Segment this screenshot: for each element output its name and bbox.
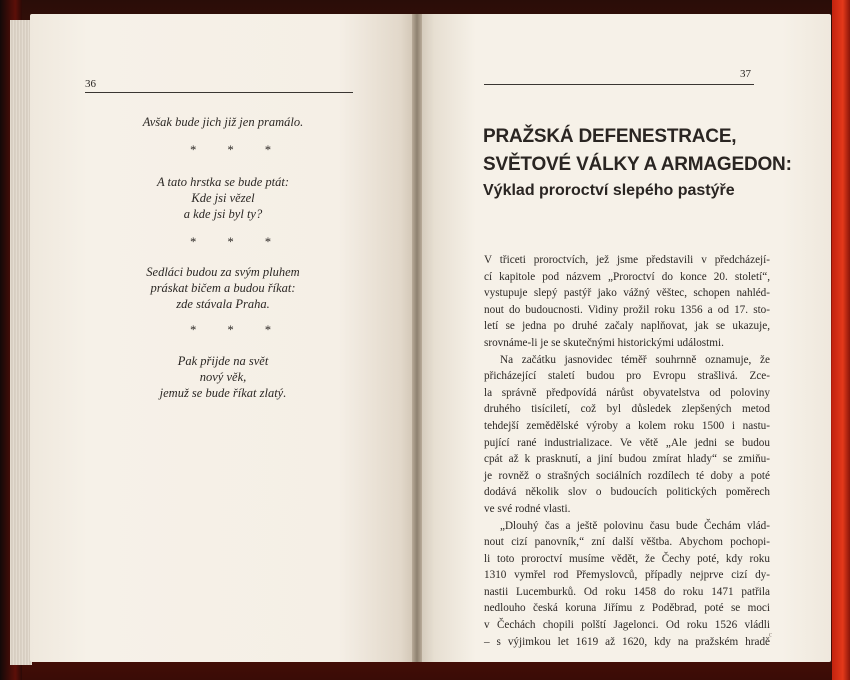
poem-stanza-2 [88,174,358,222]
body-line: je rovněž o strašných sociálních rozdílech té doby a poté [484,469,770,482]
body-line: pující rané industrializace. Ve větě „Ale jedni se budou [484,436,770,449]
poem-line: Pak přijde na svět [177,354,269,368]
left-page-number: 36 [85,78,96,90]
poem-line: nový věk, [199,370,247,384]
poem-line: A tato hrstka se bude ptát: [156,175,290,189]
chapter-title-line: PRAŽSKÁ DEFENESTRACE, [483,126,737,147]
chapter-title [483,123,793,179]
poem-stanza-1 [88,114,358,130]
body-line: ve své rodné vlasti. [484,502,571,515]
body-line: dodává několik slov o budoucích politických poměrech [484,486,770,499]
poem-line: práskat bičem a budou říkat: [150,281,296,295]
body-line: la správně předpovídá nárůst obyvatelstva od poloviny [484,386,770,399]
body-line: cí kapitole pod názvem „Proroctví do konce 20. století“, [484,270,770,283]
body-line: nastii Lucemburků. Od roku 1458 do roku 1471 patřila [484,585,770,598]
body-line: přicházející staletí budou pro Evropu strašlivá. Zce- [484,370,770,383]
body-line: cpát až k prasknutí, a jiní budou zmírat hlady“ se zmiňu- [484,453,770,466]
poem-stanza-4 [88,353,358,401]
body-line: nout do budoucnosti. Vidiny prožil roku 1356 a od 17. sto- [484,303,770,316]
chapter-title-line: SVĚTOVÉ VÁLKY A ARMAGEDON: [483,154,792,175]
stanza-separator: * * * [189,323,285,337]
body-line: v Čechách chopili polští Jagelonci. Od roku 1526 vládli [484,619,770,632]
body-line: srovnáme-li je se skutečnými historickými událostmi. [484,336,724,349]
stanza-separator: * * * [189,235,285,249]
page-block-edges [10,20,32,665]
left-page [30,14,416,662]
poem-line: Kde jsi vězel [191,191,255,205]
body-line: – s výjimkou let 1619 až 1620, kdy na pražském hradě [484,635,770,648]
chapter-body-text [484,252,770,650]
book-gutter [412,14,422,662]
body-line: letí se jedna po druhé začaly naplňovat, jak se ukazuje, [484,320,770,333]
poem-line: a kde jsi byl ty? [183,207,263,221]
cover-right-edge [832,0,850,680]
right-running-head-rule [484,84,754,85]
body-line: li toto proroctví musíme vědět, že Čechy poté, kdy roku [484,552,770,565]
body-line: V třiceti proroctvích, jež jsme představili v předcházejí- [484,254,770,266]
stanza-separator: * * * [189,143,285,157]
poem-line: Sedláci budou za svým pluhem [146,265,300,279]
right-page-number: 37 [740,68,751,80]
body-line: vystupuje slepý pastýř jako vážný věštec, schopen nahléd- [484,287,770,300]
body-line: „Dlouhý čas a ještě polovinu času bude Čechám vlád- [500,519,770,532]
body-line: 1310 vymřel rod Přemyslovců, případly nejprve cizí dy- [484,569,770,582]
left-running-head-rule [85,92,353,93]
body-line: tehdejší zemědělské výroby a kolem roku 1500 i nastu- [484,419,770,432]
poem-line: jemuž se bude říkat zlatý. [159,386,287,400]
page-smudge-mark: ᶜ [768,629,772,643]
poem-line: zde stávala Praha. [176,297,270,311]
poem-stanza-3 [88,264,358,312]
poem-line: Avšak bude jich již jen pramálo. [142,115,304,129]
body-line: Na začátku jasnovidec téměř souhrnně oznamuje, že [500,353,770,366]
body-line: nout cizí panovník,“ zní další věštba. Abychom pochopi- [484,536,770,549]
body-line: druhého tisíciletí, což byl důsledek zlepšených metod [484,403,770,416]
chapter-subtitle: Výklad proroctví slepého pastýře [483,182,735,199]
body-line: nedlouho česká koruna Jiřímu z Poděbrad, poté se moci [484,602,770,615]
